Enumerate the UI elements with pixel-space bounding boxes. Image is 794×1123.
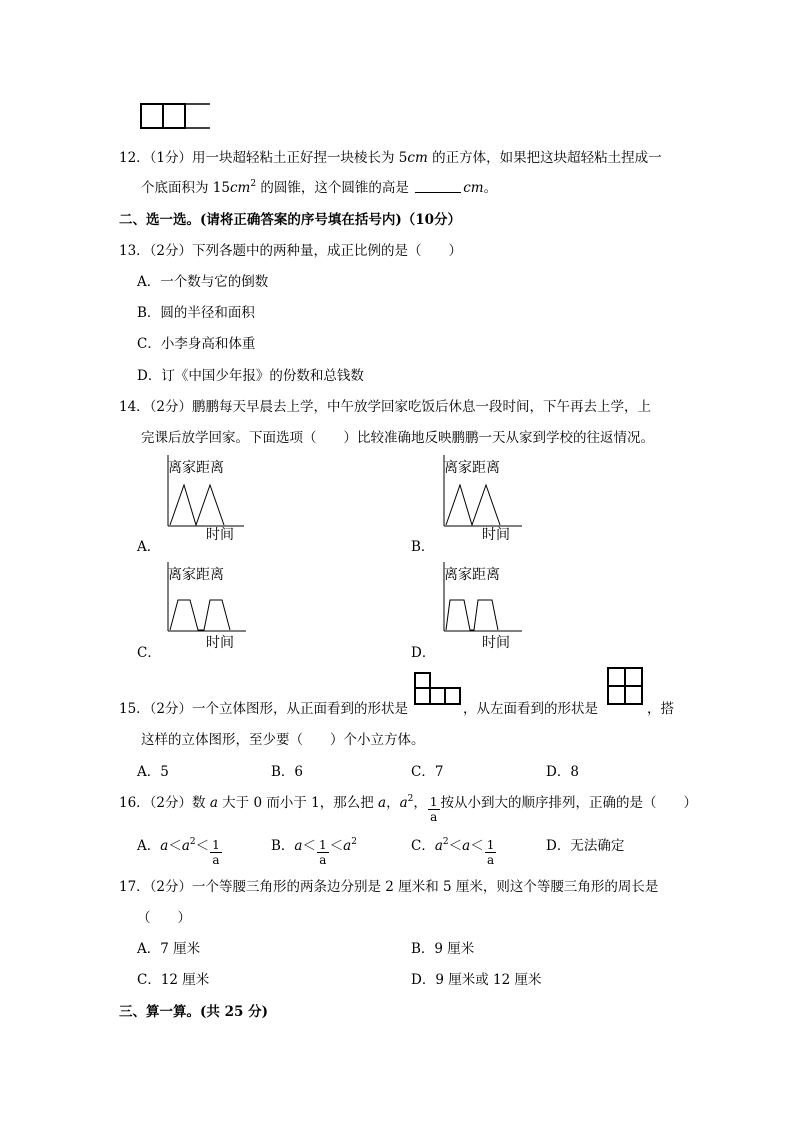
q17-option-d[interactable]: D．9 厘米或 12 厘米 bbox=[411, 972, 542, 988]
x-axis-label: 时间 bbox=[482, 635, 510, 651]
q12-line2: 个底面积为 $15cm^2$ 的圆锥，这个圆锥的高是 cm。 bbox=[141, 179, 498, 196]
q13-option-b[interactable]: B．圆的半径和面积 bbox=[137, 305, 255, 321]
partial-squares-figure bbox=[140, 103, 220, 131]
q16-option-d[interactable]: D．无法确定 bbox=[546, 838, 625, 854]
q15-option-c[interactable]: C．7 bbox=[411, 764, 444, 780]
q13-option-c[interactable]: C．小李身高和体重 bbox=[137, 336, 256, 352]
q17-line1: 17．（2分）一个等腰三角形的两条边分别是 2 厘米和 5 厘米，则这个等腰三角形的周长是 bbox=[119, 879, 659, 895]
x-axis-label: 时间 bbox=[206, 527, 234, 543]
q13-option-a[interactable]: A．一个数与它的倒数 bbox=[137, 274, 269, 290]
q15-option-d[interactable]: D．8 bbox=[546, 764, 579, 780]
q15-option-a[interactable]: A．5 bbox=[137, 764, 169, 780]
q14-line1: 14．（2分）鹏鹏每天早晨去上学，中午放学回家吃饭后休息一段时间，下午再去上学，上 bbox=[119, 399, 652, 415]
answer-blank[interactable] bbox=[415, 180, 461, 193]
y-axis-label: 离家距离 bbox=[444, 567, 500, 583]
q16-stem: 16．（2分）数 a 大于 0 而小于 1，那么把 a，$a^2$， $\frac{1}{a}$ 按从小到大的顺序排列，正确的是（ ） bbox=[119, 794, 698, 824]
q14-option-d[interactable]: D． bbox=[411, 645, 436, 661]
q16-option-b[interactable]: B．a＜ $\frac{1}{a}$ $<a^2$ bbox=[271, 837, 357, 867]
q14-chart-d bbox=[440, 562, 540, 654]
section-2-heading: 二、选一选。(请将正确答案的序号填在括号内)（10分） bbox=[119, 212, 462, 228]
q14-option-b[interactable]: B． bbox=[411, 539, 435, 555]
y-axis-label: 离家距离 bbox=[168, 460, 224, 476]
front-view-figure bbox=[414, 672, 462, 706]
q14-chart-b bbox=[440, 455, 540, 547]
q16-option-c[interactable]: C．$a^2<a<$ $\frac{1}{a}$ bbox=[411, 837, 495, 867]
q14-option-c[interactable]: C． bbox=[137, 645, 161, 661]
fraction-1-over-a: $\frac{1}{a}$ bbox=[429, 795, 438, 824]
left-view-figure bbox=[607, 667, 643, 705]
q15-line2: 这样的立体图形，至少要（ ）个小立方体。 bbox=[141, 732, 425, 748]
x-axis-label: 时间 bbox=[206, 635, 234, 651]
y-axis-label: 离家距离 bbox=[444, 460, 500, 476]
q17-line2: （ ） bbox=[137, 910, 191, 926]
q14-chart-c bbox=[164, 562, 264, 654]
q17-option-c[interactable]: C．12 厘米 bbox=[137, 972, 210, 988]
q15-option-b[interactable]: B．6 bbox=[271, 764, 304, 780]
q16-option-a[interactable]: A．$a<a^2<$ $\frac{1}{a}$ bbox=[137, 837, 220, 867]
q14-option-a[interactable]: A． bbox=[137, 539, 161, 555]
section-3-heading: 三、算一算。(共 25 分) bbox=[119, 1004, 268, 1020]
q12-line1: 12．（1分）用一块超轻粘土正好捏一块棱长为 5cm 的正方体，如果把这块超轻粘土捏成一 bbox=[119, 150, 662, 166]
y-axis-label: 离家距离 bbox=[168, 567, 224, 583]
x-axis-label: 时间 bbox=[482, 527, 510, 543]
q13-stem: 13．（2分）下列各题中的两种量，成正比例的是（ ） bbox=[119, 243, 463, 259]
q15-line1: 15．（2分）一个立体图形，从正面看到的形状是 bbox=[119, 701, 409, 717]
q15-line1-b: ，从左面看到的形状是 bbox=[463, 701, 598, 717]
q17-option-a[interactable]: A．7 厘米 bbox=[137, 941, 201, 957]
q17-option-b[interactable]: B．9 厘米 bbox=[411, 941, 475, 957]
q14-line2: 完课后放学回家。下面选项（ ）比较准确地反映鹏鹏一天从家到学校的往返情况。 bbox=[141, 430, 654, 446]
q14-chart-a bbox=[164, 455, 264, 547]
q15-line1-c: ，搭 bbox=[647, 701, 674, 717]
q13-option-d[interactable]: D．订《中国少年报》的份数和总钱数 bbox=[137, 368, 364, 384]
